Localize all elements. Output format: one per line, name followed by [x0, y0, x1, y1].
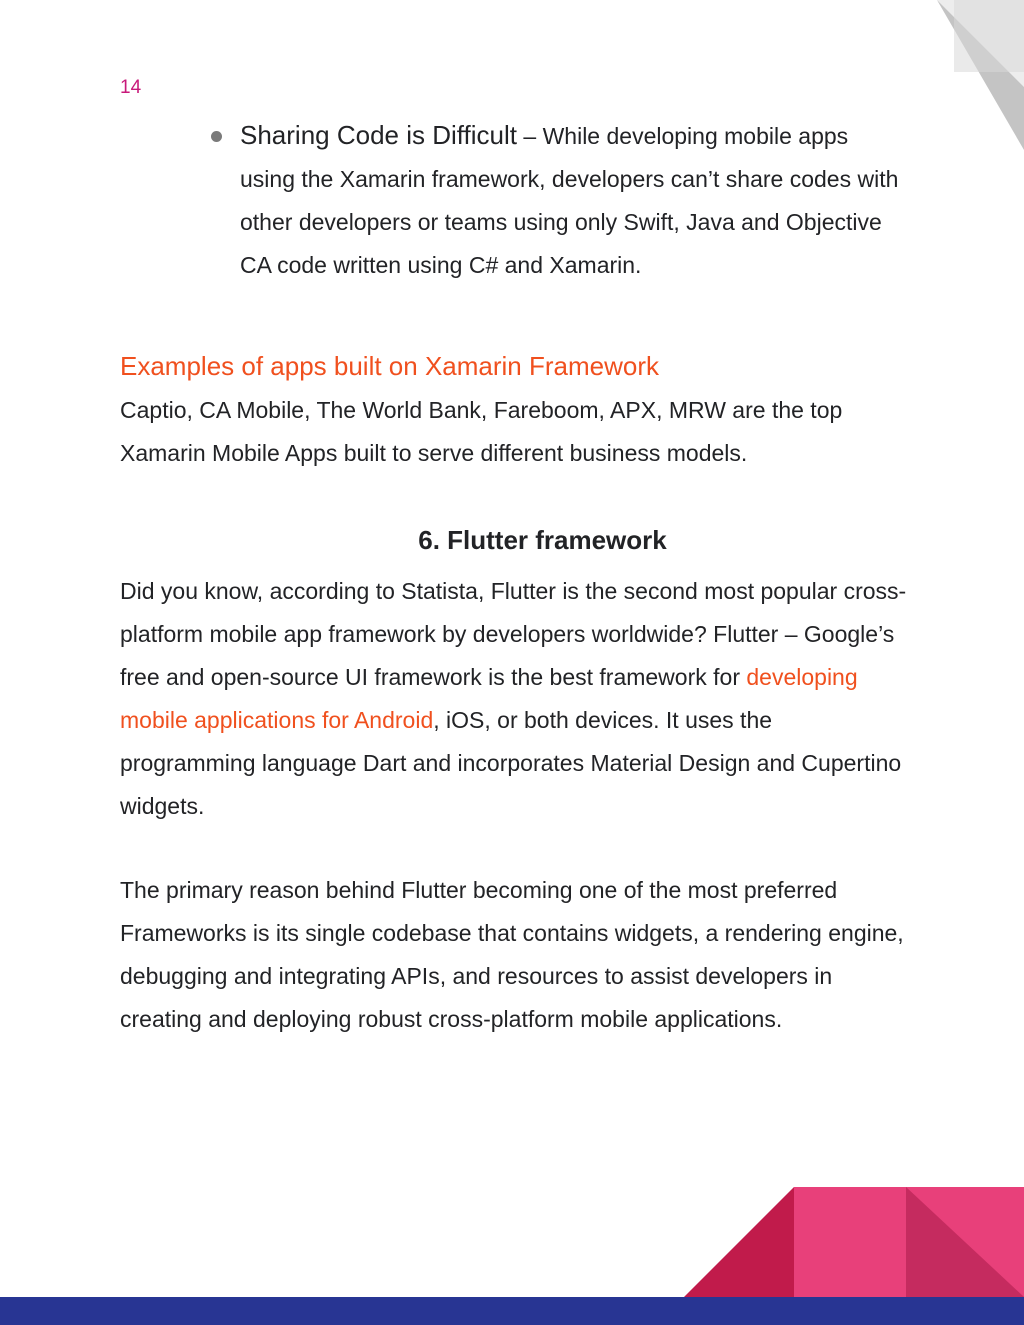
xamarin-examples-title: Examples of apps built on Xamarin Framework [120, 351, 660, 381]
flutter-paragraph-1-end: , iOS, or both devices. It uses the programming language Dart and incorporates Material Design and Cupertino widgets. [120, 707, 902, 819]
flutter-paragraph-2: The primary reason behind Flutter becoming one of the most preferred Frameworks is its single codebase that contains widgets, a rendering engine, debugging and integrating APIs, and resources to assist developers in creating and deploying robust cross-platform mobile applications. [120, 877, 904, 1032]
bullet-item [211, 114, 901, 287]
xamarin-examples-text: Captio, CA Mobile, The World Bank, Fareboom, APX, MRW are the top Xamarin Mobile Apps built to serve different business models. [120, 397, 843, 466]
corner-square [954, 0, 1024, 72]
corner-decoration-bottom [684, 1187, 1024, 1297]
android-development-link[interactable]: developing mobile applications for Android [120, 664, 858, 733]
corner-block-pink [794, 1187, 906, 1297]
flutter-paragraph-1-start: Did you know, according to Statista, Flutter is the second most popular cross-platform mobile app framework by developers worldwide? Flutter – Google’s free and open-source UI framework is the best framework for [120, 578, 907, 690]
corner-triangle-pink-dark [684, 1187, 794, 1297]
bullet-text [240, 114, 901, 287]
bullet-heading: Sharing Code is Difficult [240, 120, 517, 150]
page-number: 14 [120, 77, 142, 98]
footer-bar [0, 1297, 1024, 1325]
flutter-heading: 6. Flutter framework [418, 525, 667, 555]
flutter-paragraph-1 [120, 570, 910, 828]
bullet-body: While developing mobile apps using the Xamarin framework, developers can’t share codes with other developers or teams using only Swift, Java and Objective CA code written using C# and Xamarin. [240, 123, 899, 278]
bullet-separator: – [517, 123, 543, 149]
bullet-dot-icon [211, 131, 222, 142]
